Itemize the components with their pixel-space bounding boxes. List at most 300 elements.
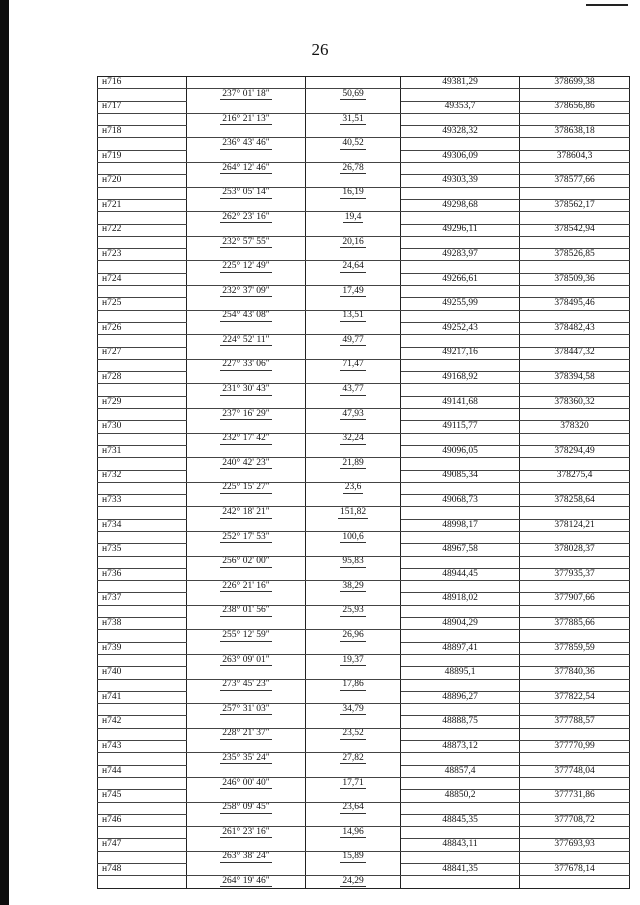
point-name: н730: [98, 421, 187, 433]
empty-cell: [401, 409, 520, 421]
segment-length: 23,64: [342, 802, 364, 813]
coord-x: 48967,58: [401, 544, 520, 556]
coord-x: 49217,16: [401, 347, 520, 359]
empty-cell: [187, 839, 306, 851]
segment-row: [98, 384, 630, 396]
coord-y: 377859,59: [520, 642, 630, 654]
segment-row: [98, 212, 630, 224]
empty-cell: [306, 445, 401, 457]
point-name: н725: [98, 298, 187, 310]
direction-angle: 263° 09' 01": [222, 654, 270, 665]
point-row: [98, 716, 630, 728]
segment-length-cell: [306, 556, 401, 568]
segment-length: 26,78: [342, 162, 364, 173]
segment-length: 27,82: [342, 752, 364, 763]
coord-y: 378028,37: [520, 544, 630, 556]
empty-cell: [401, 777, 520, 789]
coord-x: 48857,4: [401, 765, 520, 777]
coord-y: 378482,43: [520, 322, 630, 334]
segment-length: 25,93: [342, 605, 364, 616]
coord-x: 48873,12: [401, 741, 520, 753]
direction-angle: 232° 37' 09": [222, 285, 270, 296]
segment-row: [98, 654, 630, 666]
segment-row: [98, 482, 630, 494]
empty-cell: [98, 605, 187, 617]
empty-cell: [520, 876, 630, 888]
empty-cell: [98, 261, 187, 273]
segment-length-cell: [306, 310, 401, 322]
coord-x: 48897,41: [401, 642, 520, 654]
direction-angle: 257° 31' 03": [222, 703, 270, 714]
point-row: [98, 126, 630, 138]
direction-angle-cell: [187, 531, 306, 543]
segment-length: 31,51: [342, 113, 364, 124]
segment-length-cell: [306, 581, 401, 593]
empty-cell: [306, 495, 401, 507]
empty-cell: [187, 445, 306, 457]
segment-row: [98, 777, 630, 789]
segment-row: [98, 531, 630, 543]
direction-angle-cell: [187, 581, 306, 593]
segment-length-cell: [306, 212, 401, 224]
empty-cell: [401, 359, 520, 371]
empty-cell: [401, 654, 520, 666]
point-name: н741: [98, 691, 187, 703]
coord-y: 378447,32: [520, 347, 630, 359]
coord-x: 48998,17: [401, 519, 520, 531]
point-row: [98, 372, 630, 384]
segment-length: 24,29: [342, 875, 364, 886]
empty-cell: [520, 236, 630, 248]
empty-cell: [187, 175, 306, 187]
direction-angle: 255° 12' 59": [222, 630, 270, 640]
segment-length-cell: [306, 704, 401, 716]
segment-length-cell: [306, 531, 401, 543]
point-row: [98, 544, 630, 556]
segment-length: 16,19: [342, 187, 364, 198]
coord-y: 378294,49: [520, 445, 630, 457]
coord-x: 48841,35: [401, 864, 520, 876]
direction-angle: 231° 30' 43": [222, 384, 270, 395]
segment-length-cell: [306, 261, 401, 273]
empty-cell: [520, 138, 630, 150]
point-name: н748: [98, 864, 187, 876]
empty-cell: [98, 310, 187, 322]
direction-angle-cell: [187, 286, 306, 298]
segment-length: 24,64: [342, 261, 364, 272]
segment-length: 95,83: [342, 556, 364, 567]
segment-row: [98, 851, 630, 863]
segment-length: 43,77: [342, 384, 364, 395]
empty-cell: [520, 335, 630, 347]
point-name: н735: [98, 544, 187, 556]
point-row: [98, 839, 630, 851]
empty-cell: [187, 716, 306, 728]
direction-angle-cell: [187, 433, 306, 445]
segment-length: 100,6: [342, 531, 364, 542]
empty-cell: [401, 753, 520, 765]
segment-row: [98, 827, 630, 839]
empty-cell: [306, 322, 401, 334]
empty-cell: [187, 224, 306, 236]
empty-cell: [98, 556, 187, 568]
coord-y: 378124,21: [520, 519, 630, 531]
segment-length: 19,37: [342, 654, 364, 665]
segment-row: [98, 433, 630, 445]
empty-cell: [306, 150, 401, 162]
empty-cell: [401, 679, 520, 691]
empty-cell: [187, 519, 306, 531]
empty-cell: [98, 286, 187, 298]
empty-cell: [306, 667, 401, 679]
point-row: [98, 77, 630, 89]
empty-cell: [520, 163, 630, 175]
coord-x: 49255,99: [401, 298, 520, 310]
coord-x: 49283,97: [401, 249, 520, 261]
empty-cell: [98, 409, 187, 421]
coord-x: 49068,73: [401, 495, 520, 507]
empty-cell: [187, 396, 306, 408]
empty-cell: [520, 286, 630, 298]
empty-cell: [520, 605, 630, 617]
segment-row: [98, 630, 630, 642]
segment-length-cell: [306, 679, 401, 691]
coord-x: 49306,09: [401, 150, 520, 162]
point-row: [98, 765, 630, 777]
empty-cell: [401, 310, 520, 322]
point-row: [98, 396, 630, 408]
empty-cell: [401, 581, 520, 593]
point-row: [98, 175, 630, 187]
point-name: н722: [98, 224, 187, 236]
empty-cell: [306, 347, 401, 359]
segment-row: [98, 359, 630, 371]
point-name: н738: [98, 618, 187, 630]
empty-cell: [401, 384, 520, 396]
coord-x: 49266,61: [401, 273, 520, 285]
segment-length-cell: [306, 286, 401, 298]
segment-length-cell: [306, 187, 401, 199]
point-row: [98, 101, 630, 113]
coord-x: 49141,68: [401, 396, 520, 408]
coord-x: 48918,02: [401, 593, 520, 605]
segment-length-cell: [306, 163, 401, 175]
segment-row: [98, 704, 630, 716]
empty-cell: [401, 458, 520, 470]
segment-length: 32,24: [342, 433, 364, 444]
segment-length-cell: [306, 753, 401, 765]
segment-length-cell: [306, 482, 401, 494]
direction-angle: 228° 21' 37": [222, 728, 270, 739]
segment-row: [98, 187, 630, 199]
direction-angle: 264° 19' 46": [222, 875, 270, 886]
empty-cell: [306, 421, 401, 433]
empty-cell: [520, 384, 630, 396]
direction-angle-cell: [187, 482, 306, 494]
empty-cell: [306, 618, 401, 630]
direction-angle: 264° 12' 46": [222, 162, 270, 173]
empty-cell: [98, 187, 187, 199]
direction-angle: 261° 23' 16": [222, 826, 270, 837]
empty-cell: [187, 691, 306, 703]
empty-cell: [187, 864, 306, 876]
empty-cell: [401, 482, 520, 494]
coord-x: 48895,1: [401, 667, 520, 679]
direction-angle-cell: [187, 654, 306, 666]
coord-x: 49096,05: [401, 445, 520, 457]
direction-angle-cell: [187, 113, 306, 125]
coord-x: 49298,68: [401, 199, 520, 211]
direction-angle: 273° 45' 23": [222, 679, 270, 690]
coord-y: 378562,17: [520, 199, 630, 211]
segment-length: 14,96: [342, 826, 364, 837]
direction-angle: 232° 17' 42": [222, 433, 270, 444]
coord-x: 49328,32: [401, 126, 520, 138]
segment-row: [98, 335, 630, 347]
empty-cell: [306, 470, 401, 482]
empty-cell: [98, 728, 187, 740]
direction-angle-cell: [187, 851, 306, 863]
segment-length: 26,96: [342, 630, 364, 640]
empty-cell: [98, 531, 187, 543]
empty-cell: [401, 335, 520, 347]
empty-cell: [187, 642, 306, 654]
empty-cell: [306, 544, 401, 556]
point-name: н724: [98, 273, 187, 285]
segment-length: 20,16: [342, 236, 364, 247]
coord-x: 48944,45: [401, 568, 520, 580]
empty-cell: [306, 199, 401, 211]
point-row: [98, 814, 630, 826]
empty-cell: [401, 851, 520, 863]
segment-length-cell: [306, 113, 401, 125]
empty-cell: [98, 335, 187, 347]
direction-angle-cell: [187, 728, 306, 740]
coord-y: 377708,72: [520, 814, 630, 826]
point-name: н734: [98, 519, 187, 531]
coord-y: 378360,32: [520, 396, 630, 408]
coord-y: 377678,14: [520, 864, 630, 876]
empty-cell: [306, 716, 401, 728]
empty-cell: [306, 814, 401, 826]
empty-cell: [306, 741, 401, 753]
segment-row: [98, 605, 630, 617]
empty-cell: [306, 519, 401, 531]
direction-angle-cell: [187, 310, 306, 322]
segment-row: [98, 581, 630, 593]
empty-cell: [520, 482, 630, 494]
point-row: [98, 470, 630, 482]
segment-row: [98, 679, 630, 691]
segment-length-cell: [306, 876, 401, 888]
coord-y: 377907,66: [520, 593, 630, 605]
empty-cell: [520, 827, 630, 839]
empty-cell: [520, 433, 630, 445]
empty-cell: [187, 593, 306, 605]
empty-cell: [401, 704, 520, 716]
empty-cell: [98, 802, 187, 814]
empty-cell: [520, 359, 630, 371]
segment-length: 71,47: [342, 359, 364, 370]
empty-cell: [98, 630, 187, 642]
point-name: н717: [98, 101, 187, 113]
segment-length: 38,29: [342, 580, 364, 591]
coord-y: 378258,64: [520, 495, 630, 507]
direction-angle-cell: [187, 777, 306, 789]
point-row: [98, 298, 630, 310]
empty-cell: [187, 249, 306, 261]
segment-row: [98, 728, 630, 740]
segment-length-cell: [306, 507, 401, 519]
point-name: н719: [98, 150, 187, 162]
direction-angle: 232° 57' 55": [222, 236, 270, 247]
empty-cell: [306, 593, 401, 605]
empty-cell: [520, 507, 630, 519]
segment-row: [98, 753, 630, 765]
empty-cell: [187, 814, 306, 826]
empty-cell: [520, 531, 630, 543]
coord-y: 378526,85: [520, 249, 630, 261]
direction-angle: 224° 52' 11": [222, 334, 270, 345]
empty-cell: [187, 322, 306, 334]
point-name: н723: [98, 249, 187, 261]
coord-y: 378638,18: [520, 126, 630, 138]
direction-angle-cell: [187, 335, 306, 347]
empty-cell: [401, 728, 520, 740]
segment-row: [98, 458, 630, 470]
point-name: н733: [98, 495, 187, 507]
empty-cell: [520, 802, 630, 814]
coord-y: 378656,86: [520, 101, 630, 113]
point-name: н736: [98, 568, 187, 580]
segment-length-cell: [306, 827, 401, 839]
empty-cell: [187, 298, 306, 310]
point-name: н747: [98, 839, 187, 851]
point-row: [98, 691, 630, 703]
empty-cell: [520, 581, 630, 593]
direction-angle: 254° 43' 08": [222, 310, 270, 321]
point-name: н743: [98, 741, 187, 753]
empty-cell: [187, 495, 306, 507]
point-row: [98, 445, 630, 457]
direction-angle-cell: [187, 384, 306, 396]
empty-cell: [306, 101, 401, 113]
direction-angle: 237° 01' 18": [222, 88, 270, 99]
point-row: [98, 421, 630, 433]
segment-length-cell: [306, 433, 401, 445]
direction-angle-cell: [187, 409, 306, 421]
empty-cell: [306, 568, 401, 580]
segment-length-cell: [306, 654, 401, 666]
empty-cell: [98, 654, 187, 666]
empty-cell: [187, 765, 306, 777]
empty-cell: [187, 372, 306, 384]
point-name: н729: [98, 396, 187, 408]
empty-cell: [306, 642, 401, 654]
segment-length: 34,79: [342, 703, 364, 714]
empty-cell: [187, 421, 306, 433]
direction-angle-cell: [187, 827, 306, 839]
empty-cell: [98, 507, 187, 519]
point-row: [98, 618, 630, 630]
coord-y: 378320: [520, 421, 630, 433]
direction-angle: 242° 18' 21": [222, 507, 270, 518]
point-row: [98, 568, 630, 580]
point-row: [98, 741, 630, 753]
point-row: [98, 519, 630, 531]
segment-length: 21,89: [342, 457, 364, 468]
coord-x: 48888,75: [401, 716, 520, 728]
direction-angle-cell: [187, 753, 306, 765]
point-name: н727: [98, 347, 187, 359]
direction-angle: 252° 17' 53": [222, 531, 270, 542]
direction-angle-cell: [187, 138, 306, 150]
empty-cell: [401, 236, 520, 248]
segment-row: [98, 89, 630, 101]
point-row: [98, 642, 630, 654]
segment-length: 15,89: [342, 851, 364, 862]
empty-cell: [187, 667, 306, 679]
direction-angle: 258° 09' 45": [222, 802, 270, 813]
direction-angle-cell: [187, 163, 306, 175]
direction-angle-cell: [187, 89, 306, 101]
empty-cell: [98, 359, 187, 371]
empty-cell: [187, 199, 306, 211]
segment-length: 23,52: [342, 728, 364, 739]
empty-cell: [401, 605, 520, 617]
empty-cell: [306, 396, 401, 408]
coord-y: 378699,38: [520, 77, 630, 89]
empty-cell: [187, 618, 306, 630]
segment-row: [98, 310, 630, 322]
segment-length: 17,71: [342, 777, 364, 788]
direction-angle: 256° 02' 00": [222, 556, 270, 567]
empty-cell: [187, 273, 306, 285]
scan-edge-bar: [0, 0, 9, 905]
direction-angle: 263° 38' 24": [222, 851, 270, 862]
point-row: [98, 495, 630, 507]
coordinates-table: [97, 76, 630, 889]
direction-angle-cell: [187, 679, 306, 691]
direction-angle: 235° 35' 24": [222, 752, 270, 763]
point-name: н720: [98, 175, 187, 187]
coord-y: 377840,36: [520, 667, 630, 679]
direction-angle-cell: [187, 359, 306, 371]
empty-cell: [306, 224, 401, 236]
empty-cell: [187, 347, 306, 359]
coord-x: 49168,92: [401, 372, 520, 384]
coord-y: 377935,37: [520, 568, 630, 580]
segment-length: 50,69: [342, 88, 364, 99]
direction-angle-cell: [187, 556, 306, 568]
coord-x: 49381,29: [401, 77, 520, 89]
empty-cell: [401, 212, 520, 224]
point-row: [98, 199, 630, 211]
empty-cell: [520, 556, 630, 568]
empty-cell: [98, 581, 187, 593]
empty-cell: [520, 654, 630, 666]
empty-cell: [187, 150, 306, 162]
empty-cell: [306, 126, 401, 138]
empty-cell: [520, 851, 630, 863]
direction-angle-cell: [187, 236, 306, 248]
point-name: н739: [98, 642, 187, 654]
empty-cell: [520, 704, 630, 716]
empty-cell: [98, 163, 187, 175]
empty-cell: [520, 777, 630, 789]
coord-x: 49296,11: [401, 224, 520, 236]
empty-cell: [187, 101, 306, 113]
